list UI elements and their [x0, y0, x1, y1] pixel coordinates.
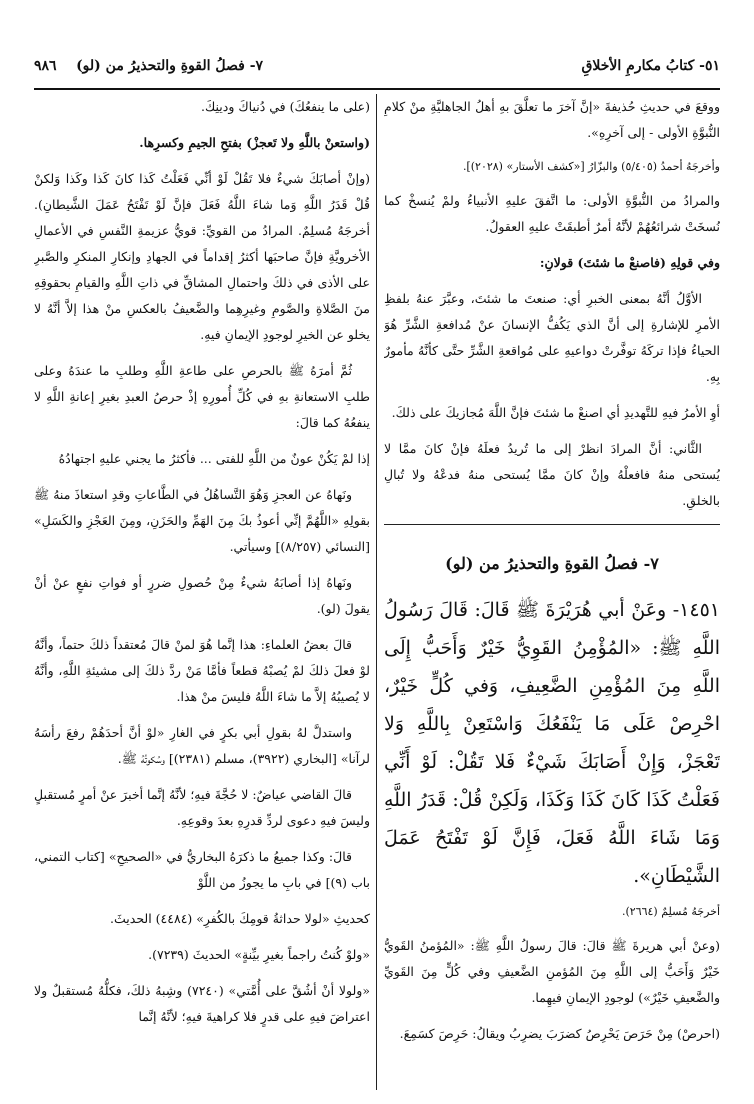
chapter-title: ٥١- كتابُ مكارمِ الأخلاقِ — [581, 58, 720, 74]
left-column-paragraph: قالَ بعضُ العلماءِ: هذا إنَّما هُوَ لمنْ قالَ مُعتقداً ذلكَ حتماً، وأنَّهُ لوْ فعلَ ذلكَ لمْ يُصبْهُ قطعاً فأمَّا مَنْ ردَّ ذلكَ إلى مشيئةِ اللَّهِ، وأنَّهُ لا يُصيبُهُ إلاَّ ما شاءَ اللَّهُ فليسَ منْ هذا. — [34, 637, 370, 704]
left-column-paragraph: ونَهاهُ إذا أصابَهُ شيءٌ مِنْ حُصولِ ضررٍ أو فواتِ نفعٍ عنْ أنْ يقولَ (لو). — [34, 575, 370, 616]
left-column-paragraph: قالَ القاضي عياضٌ: لا حُجَّةَ فيهِ؛ لأنَّهُ إنَّما أخبرَ عنْ أمرٍ مُستقبلٍ وليسَ فيهِ دعوى لردِّ قدرِهِ بعدَ وقوعِهِ. — [34, 787, 370, 828]
header-rule — [34, 88, 720, 90]
page-header — [34, 58, 720, 84]
running-header — [34, 58, 263, 74]
right-column-paragraph: (احرصْ) مِنْ حَرَصَ يَحْرِصُ كضرَبَ يضرِبُ ويقالُ: حَرِصَ كسَمِعَ. — [399, 1026, 720, 1041]
left-column-paragraph: ونَهاهُ عن العجزِ وَهُوَ التَّساهُلُ في الطَّاعاتِ وقدِ استعاذَ منهُ ﷺ بقولِهِ «اللَّهُمَّ إنِّي أعوذُ بكَ مِنَ الهَمِّ والحَزَنِ، ومِنَ العَجْزِ والكَسَلِ» [النسائي (٨/٢٥٧)] وسيأتي. — [34, 487, 370, 554]
right-column-paragraph: الأوَّلُ أنَّهُ بمعنى الخبرِ أي: صنعتَ ما شئتَ، وعبَّرَ عنهُ بلفظِ الأمرِ للإشارةِ إلى أنَّ الذي يَكُفُّ الإنسانَ عنْ مُدافعةِ الشَّرِّ هُوَ الحياءُ فإذا تركَهُ توفَّرتْ دواعيهِ على مُواقعةِ الشَّرِّ حتَّى كأنَّهُ مأمورٌ بِهِ. — [384, 291, 720, 384]
page-number: ٩٨٦ — [34, 58, 57, 74]
left-column-paragraph: (واستعنْ باللَّهِ ولا تَعجزْ) بفتحِ الجيمِ وكسرِها. — [139, 135, 370, 150]
left-column-paragraph: قالَ: وكذا جميعُ ما ذكرَهُ البخاريُّ في «الصحيحِ» [كتاب التمني، باب (٩)] في بابِ ما يجوزُ من اللَّوْ — [34, 849, 370, 890]
left-column-paragraph: «ولولا أنْ أشُقَّ على أُمَّتي» (٧٢٤٠) وشِبهُ ذلكَ، فكلُّهُ مُستقبلٌ ولا اعتراضَ فيهِ على قدرٍ فلا كراهيةَ فيهِ؛ لأنَّهُ إنَّما — [34, 983, 370, 1024]
hadith-text: ١٤٥١- وعَنْ أبي هُرَيْرَةَ ﷺ قَالَ: قَالَ رَسُولُ اللَّهِ ﷺ: «المُؤْمِنُ القَوِيُّ خَيْرٌ وَأَحَبُّ إِلَى اللَّهِ مِنَ المُؤْمِنِ الضَّعِيفِ، وَفي كُلٍّ خَيْرٌ، احْرِصْ عَلَى مَا يَنْفَعُكَ وَاسْتَعِنْ بِاللَّهِ وَلا تَعْجَزْ، وَإِنْ أَصَابَكَ شَيْءٌ فَلا تَقُلْ: لَوْ أَنِّي فَعَلْتُ كَذَا كَانَ كَذَا وَكَذَا، وَلَكِنْ قُلْ: قَدَرُ اللَّهِ وَمَا شَاءَ اللَّهُ فَعَلَ، فَإِنَّ لَوْ تَفْتَحُ عَمَلَ الشَّيْطَانِ». — [384, 599, 720, 887]
left-column-paragraph: واستدلَّ لهُ بقولِ أبي بكرٍ في الغارِ «لوْ أنَّ أحدَهُمْ رفعَ رأسَهُ لرآنا» [البخاري (٣٩٢٢)، مسلم (٢٣٨١)] وسُكوتُهُ ﷺ. — [34, 725, 370, 766]
right-column-paragraph: الثَّاني: أنَّ المرادَ انظرْ إلى ما تُريدُ فعلَهُ فإنْ كانَ ممَّا لا يُستحى منهُ فافعلْهُ وإنْ كانَ ممَّا يُستحى منهُ فدعْهُ ولا تُبالِ بالخلقِ. — [384, 441, 720, 508]
left-column-paragraph: كحديثِ «لولا حداثةُ قومِكَ بالكُفرِ» (٤٤٨٤) الحديثَ. — [110, 911, 370, 926]
left-column-paragraph: (على ما ينفعُكَ) في دُنياكَ ودينِكَ. — [201, 99, 370, 114]
left-column-paragraph: «ولوْ كُنتُ راجماً بغيرِ بيِّنةٍ» الحديثَ (٧٢٣٩). — [148, 947, 370, 962]
left-column-paragraph: ثُمَّ أمرَهُ ﷺ بالحرصِ على طاعةِ اللَّهِ وطلبِ ما عندَهُ وعلى طلبِ الاستعانةِ بهِ في كُلِّ أُمورِهِ إذْ حرصُ العبدِ بغيرِ إعانةِ اللَّهِ لا ينفعُهُ كما قالَ: — [34, 363, 370, 430]
right-column-paragraph: وفي قولِهِ (فاصنعْ ما شئتَ) قولانِ: — [539, 255, 720, 270]
left-column-paragraph: إذا لمْ يَكُنْ عونٌ من اللَّهِ للفتى ... فأكثرُ ما يجني عليهِ اجتهادُهُ — [58, 451, 370, 466]
left-column-paragraph: (وإنْ أصابَكَ شيءٌ فلا تَقُلْ لَوْ أنِّي فَعَلْتُ كَذا كانَ كَذا وكَذا وَلكنْ قُلْ قَدَرُ اللَّهِ وَما شاءَ اللَّهُ فَعَلَ فإنَّ لَوْ تَفْتَحُ عَمَلَ الشَّيطانِ). أخرجَهُ مُسلِمٌ. المرادُ من القويِّ: قويُّ عزيمةِ النَّفسِ في الأعمالِ الأخرويَّةِ فإنَّ صاحبَها أكثرُ إقداماً في الجهادِ وإنكارِ المنكرِ والصَّبرِ على الأذى في ذلكَ واحتمالِ المشاقِّ في ذاتِ اللَّهِ والقيامِ بحقوقِهِ منَ الصَّلاةِ والصَّومِ وغيرِهِما والضَّعيفُ بالعكسِ منْ هذا إلاَّ أنَّهُ لا يخلو عن الخيرِ لوجودِ الإيمانِ فيهِ. — [34, 171, 370, 342]
right-column-paragraph: (وعنْ أبي هريرةَ ﷺ قالَ: قالَ رسولُ اللَّهِ ﷺ: «المُؤمنُ القَويُّ خَيْرٌ وَأَحَبُّ إلى اللَّهِ مِنَ المُؤمنِ الضَّعيفِ وفي كُلٍّ مِنَ القَويِّ والضَّعيفِ خَيْرٌ») لوجودِ الإيمانِ فيهِما. — [384, 938, 720, 1005]
section-rule — [384, 524, 720, 525]
section-title: ٧- فصلُ القوةِ والتحذيرُ من (لو) — [76, 58, 264, 74]
left-column — [34, 94, 370, 1090]
right-column-citation: أخرجَهُ مُسلِمٌ (٢٦٦٤). — [621, 905, 720, 918]
right-column-paragraph: أوِ الأمرُ فيهِ للتَّهديدِ أي اصنعْ ما شئتَ فإنَّ اللَّهَ مُجازيكَ على ذلكَ. — [391, 405, 720, 420]
right-column-paragraph: ووقعَ في حديثِ حُذيفةَ «إنَّ آخرَ ما تعلَّقَ بهِ أهلُ الجاهليَّةِ منْ كلامِ النُّبوَّةِ الأولى - إلى آخرِهِ». — [384, 99, 720, 140]
column-divider — [376, 94, 377, 1090]
right-column-citation: وأخرجَهُ أحمدُ (٥/٤٠٥) والبزّارُ [«كشف الأستار» (٢٠٢٨)]. — [462, 160, 720, 173]
right-column-paragraph: والمرادُ من النُّبوَّةِ الأولى: ما اتَّفقَ عليهِ الأنبياءُ ولمْ يُنسخْ كما نُسخَتْ شرائعُهُمْ لأنَّهُ أمرٌ أطبقَتْ عليهِ العقولُ. — [384, 193, 720, 234]
section-heading: ٧- فصلُ القوةِ والتحذيرُ من (لو) — [445, 554, 659, 573]
right-column — [384, 94, 720, 1090]
